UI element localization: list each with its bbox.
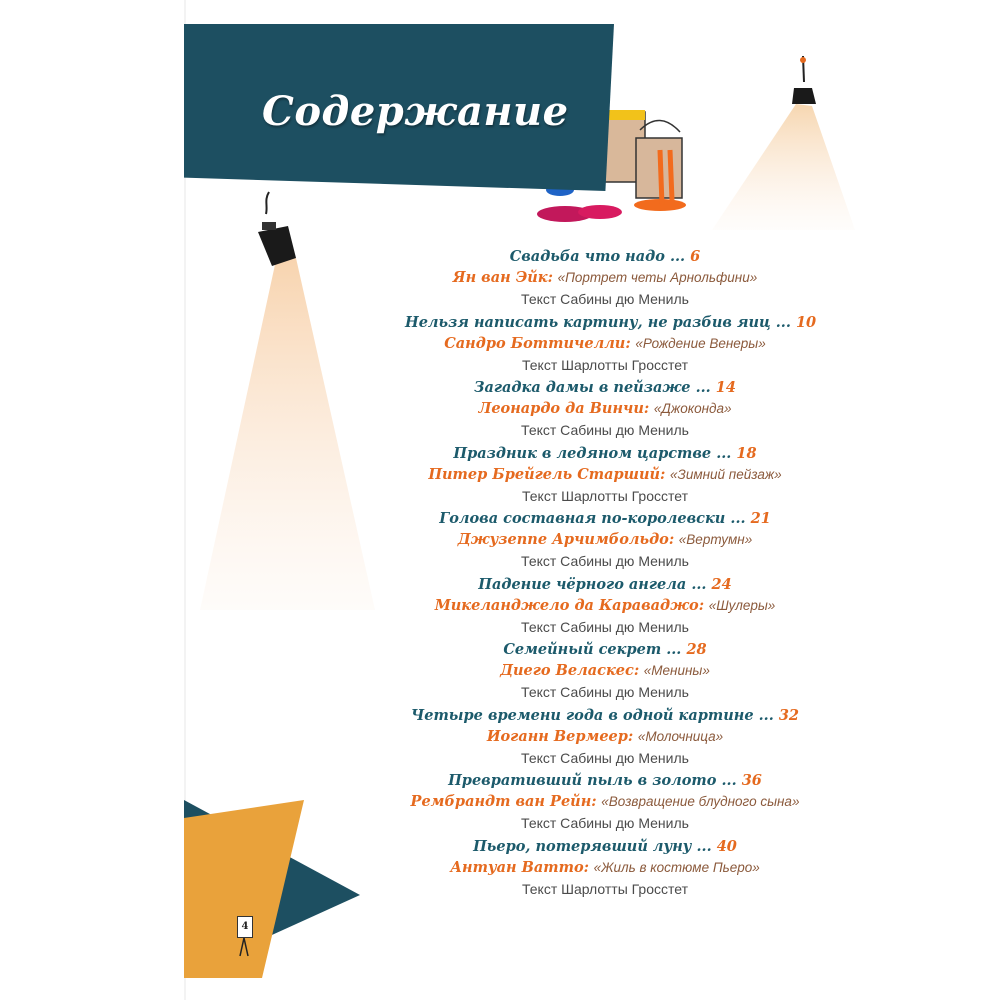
table-of-contents	[405, 247, 817, 902]
entry-work: «Зимний пейзаж»	[670, 466, 782, 482]
entry-title: Загадка дамы в пейзаже ... 14	[474, 379, 736, 396]
entry-artist-line	[405, 857, 805, 879]
entry-author: Текст Шарлотты Гросстет	[522, 880, 688, 897]
entry-artist-line	[405, 267, 805, 289]
page-title: Содержание	[262, 88, 569, 135]
entry-title: Свадьба что надо ... 6	[509, 248, 701, 265]
entry-title: Превративший пыль в золото ... 36	[448, 772, 762, 789]
entry-page: 10	[795, 313, 817, 331]
entry-author: Текст Сабины дю Мениль	[521, 618, 689, 635]
entry-work: «Возвращение блудного сына»	[601, 794, 800, 809]
entry-author: Текст Сабины дю Мениль	[521, 815, 689, 831]
entry-artist: Микеланджело да Караваджо:	[434, 596, 705, 614]
entry-page: 40	[716, 837, 737, 855]
entry-artist-line	[405, 529, 805, 551]
entry-artist: Ян ван Эйк:	[452, 269, 553, 286]
entry-page: 36	[741, 772, 762, 789]
toc-entry[interactable]	[405, 640, 805, 706]
entry-work: «Жиль в костюме Пьеро»	[593, 859, 760, 875]
entry-artist-line	[405, 791, 805, 813]
entry-page: 6	[690, 248, 701, 265]
toc-entry[interactable]	[405, 444, 805, 510]
entry-page: 32	[778, 706, 799, 724]
entry-artist-line	[405, 333, 805, 355]
toc-entry[interactable]	[405, 837, 805, 903]
entry-title: Падение чёрного ангела ... 24	[478, 575, 732, 593]
entry-work: «Вертумн»	[678, 532, 753, 547]
entry-title: Четыре времени года в одной картине ... 32	[410, 706, 799, 724]
toc-entry[interactable]	[405, 378, 805, 444]
entry-artist: Питер Брейгель Старший:	[428, 465, 666, 483]
entry-author: Текст Сабины дю Мениль	[521, 684, 689, 700]
entry-author: Текст Шарлотты Гросстет	[522, 356, 688, 373]
spotlight-right-icon	[712, 56, 855, 230]
entry-work: «Менины»	[643, 663, 710, 678]
entry-title: Пьеро, потерявший луну ... 40	[473, 837, 737, 855]
spotlight-left-icon	[200, 192, 375, 610]
entry-artist-line	[405, 595, 805, 617]
entry-artist-line	[405, 464, 805, 486]
entry-title: Нельзя написать картину, не разбив яиц ... 10	[405, 313, 817, 331]
toc-entry[interactable]	[405, 509, 805, 575]
entry-artist: Сандро Боттичелли:	[444, 334, 631, 352]
entry-artist: Иоганн Вермеер:	[486, 727, 634, 745]
entry-work: «Молочница»	[637, 728, 724, 744]
entry-artist-line	[405, 398, 805, 420]
entry-artist: Диего Веласкес:	[500, 662, 640, 679]
entry-title: Голова составная по-королевски ... 21	[439, 510, 771, 527]
page-number: 4	[237, 916, 253, 938]
entry-artist-line	[405, 726, 805, 748]
entry-author: Текст Сабины дю Мениль	[521, 422, 689, 438]
entry-page: 18	[736, 444, 757, 462]
entry-work: «Рождение Венеры»	[635, 335, 766, 351]
entry-artist: Рембрандт ван Рейн:	[410, 793, 597, 810]
entry-page: 21	[750, 510, 771, 527]
entry-author: Текст Сабины дю Мениль	[521, 749, 689, 766]
entry-author: Текст Сабины дю Мениль	[521, 291, 689, 307]
entry-page: 28	[686, 641, 707, 658]
entry-work: «Джоконда»	[653, 401, 732, 416]
entry-page: 14	[715, 379, 736, 396]
entry-title: Семейный секрет ... 28	[503, 641, 707, 658]
entry-title: Праздник в ледяном царстве ... 18	[453, 444, 757, 462]
entry-artist: Джузеппе Арчимбольдо:	[457, 531, 675, 548]
entry-author: Текст Сабины дю Мениль	[521, 553, 689, 569]
toc-entry[interactable]	[405, 247, 805, 313]
entry-work: «Шулеры»	[708, 597, 776, 613]
toc-entry[interactable]	[405, 771, 805, 837]
entry-artist-line	[405, 660, 805, 682]
entry-artist: Леонардо да Винчи:	[478, 400, 650, 417]
entry-artist: Антуан Ватто:	[450, 858, 590, 876]
toc-entry[interactable]	[405, 575, 805, 641]
entry-page: 24	[711, 575, 732, 593]
entry-author: Текст Шарлотты Гросстет	[522, 487, 688, 504]
toc-entry[interactable]	[405, 313, 817, 379]
toc-entry[interactable]	[405, 706, 805, 772]
entry-work: «Портрет четы Арнольфини»	[557, 270, 758, 285]
